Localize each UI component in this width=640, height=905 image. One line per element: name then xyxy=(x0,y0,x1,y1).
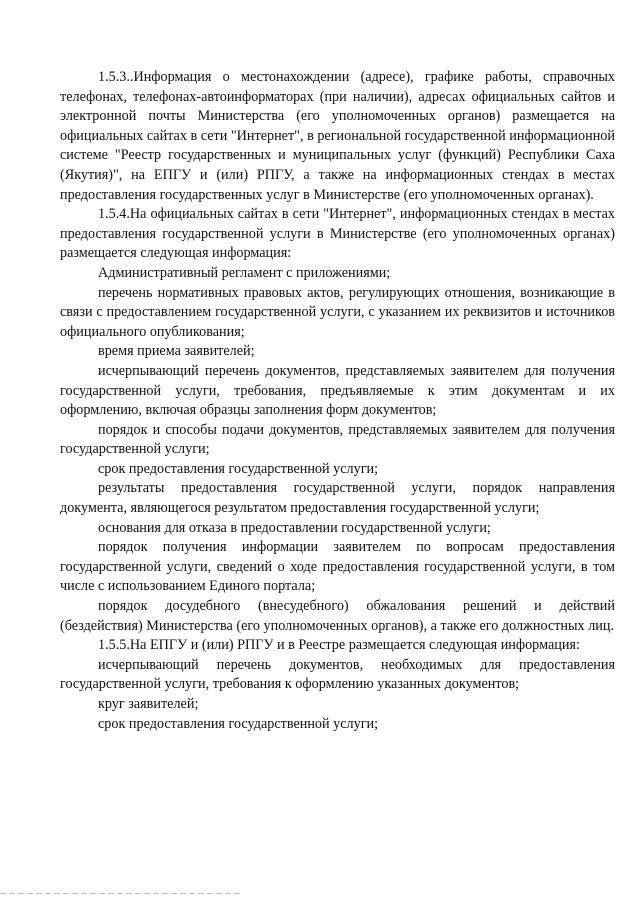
list-item: порядок досудебного (внесудебного) обжалования решений и действий (бездействия) Министерства (его уполномоченных органов), а также его должностных лиц. xyxy=(60,598,615,634)
paragraph-1-5-5: 1.5.5.На ЕПГУ и (или) РПГУ и в Реестре размещается следующая информация: xyxy=(98,637,580,654)
list-item: основания для отказа в предоставлении государственной услуги; xyxy=(98,519,491,536)
list-item: перечень нормативных правовых актов, регулирующих отношения, возникающие в связи с предоставлением государственной услуги, с указанием их реквизитов и источников официального опубликования; xyxy=(60,284,615,340)
paragraph-1-5-4: 1.5.4.На официальных сайтах в сети "Интернет", информационных стендах в местах предоставления государственной услуги в Министерстве (его уполномоченных органах) размещается следующая информация: xyxy=(60,206,615,262)
list-item: исчерпывающий перечень документов, представляемых заявителем для получения государственной услуги, требования, предъявляемые к этим документам и их оформлению, включая образцы заполнения форм документов; xyxy=(60,362,615,419)
list-item: исчерпывающий перечень документов, необходимых для предоставления государственной услуги, требования к оформлению указанных документов; xyxy=(60,656,615,693)
list-item: время приема заявителей; xyxy=(98,343,255,360)
footer-divider xyxy=(0,893,240,894)
list-item: порядок получения информации заявителем по вопросам предоставления государственной услуги, сведений о ходе предоставления государственной услуги, в том числе с использованием Единого портала; xyxy=(60,539,615,595)
list-item: порядок и способы подачи документов, представляемых заявителем для получения государственной услуги; xyxy=(60,421,615,458)
list-item: результаты предоставления государственной услуги, порядок направления документа, являющегося результатом предоставления государственной услуги; xyxy=(60,480,615,517)
paragraph-1-5-3: 1.5.3..Информация о местонахождении (адресе), графике работы, справочных телефонах, телефонах-автоинформаторах (при наличии), адресах официальных сайтов и электронной почты Министерства (его уполномоченных органов) размещается на официальных сайтах в сети "Интернет", в региональной государственной информационной системе "Реестр государственных и муниципальных услуг (функций) Республики Саха (Якутия)", на ЕПГУ и (или) РПГУ, а также на информационных стендах в местах предоставления государственных услуг в Министерстве (его уполномоченных органах). xyxy=(60,69,615,203)
list-item: срок предоставления государственной услуги; xyxy=(98,460,379,477)
list-item: круг заявителей; xyxy=(98,696,199,712)
list-item: срок предоставления государственной услуги; xyxy=(98,715,379,732)
list-item: Административный регламент с приложениями; xyxy=(98,264,391,281)
document-page xyxy=(60,68,615,734)
